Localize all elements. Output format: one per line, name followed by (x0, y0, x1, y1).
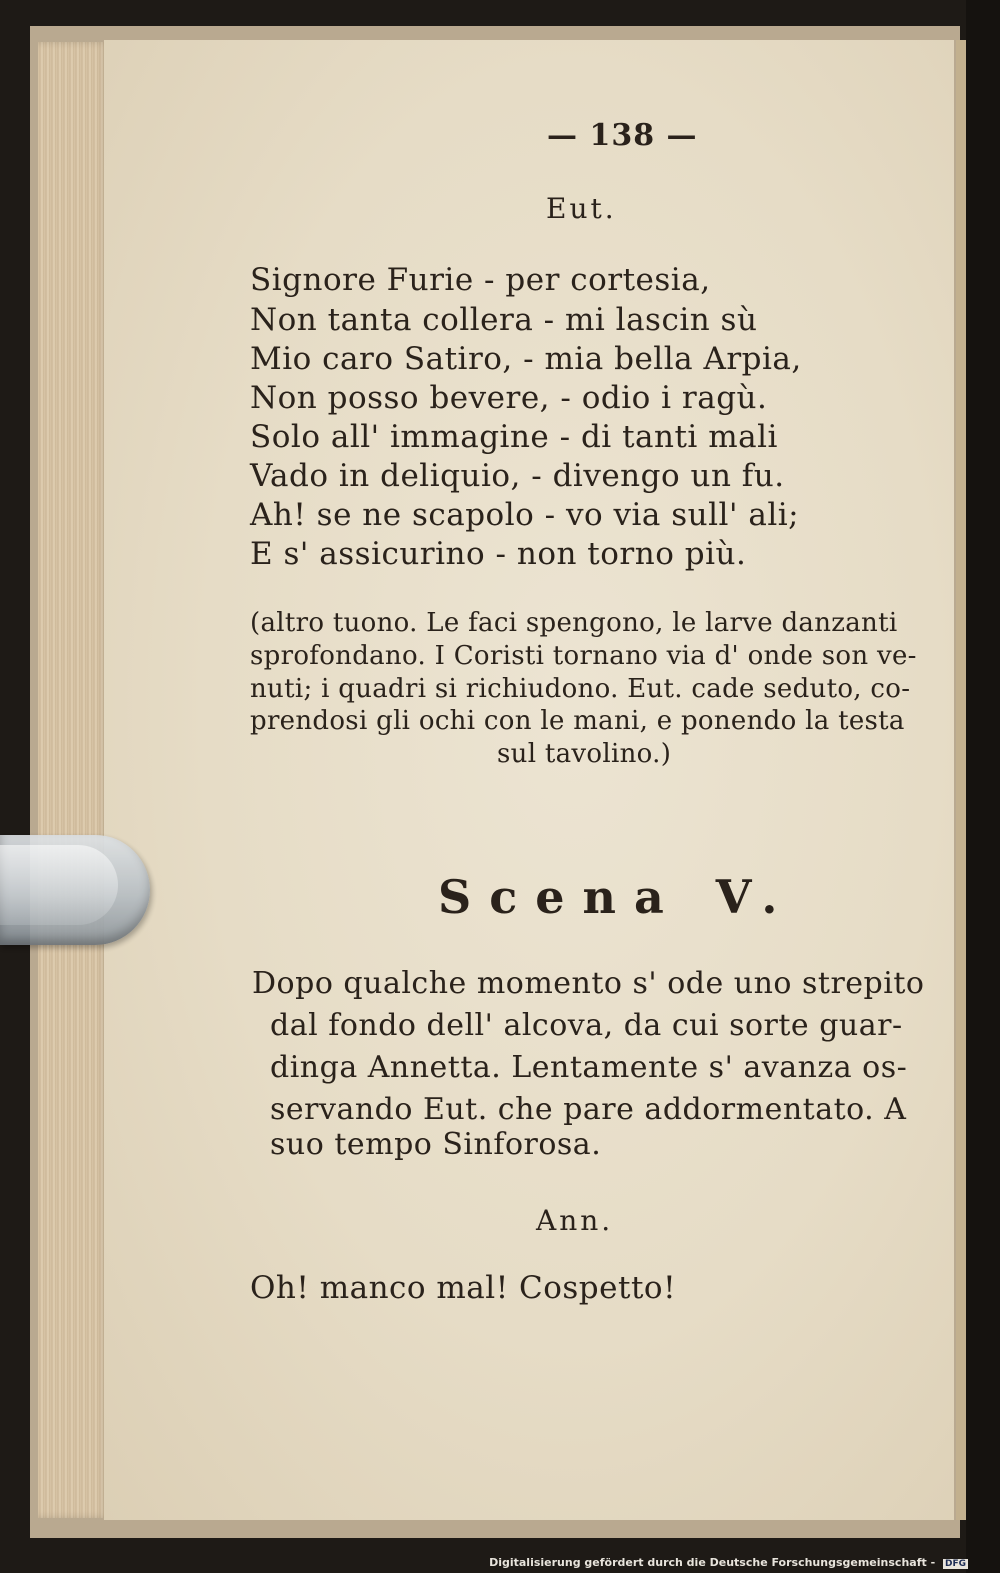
verse-line: Non posso bevere, - odio i ragù. (250, 380, 768, 416)
verse-line: E s' assicurino - non torno più. (250, 536, 747, 572)
scene-description-line: dal fondo dell' alcova, da cui sorte guar- (270, 1008, 903, 1043)
page-number: — 138 — (547, 118, 698, 153)
final-line: Oh! manco mal! Cospetto! (250, 1270, 677, 1306)
stage-direction-line: prendosi gli ochi con le mani, e ponendo la testa (250, 706, 905, 736)
page-edge-right (956, 40, 966, 1520)
speaker-eut: Eut. (546, 192, 617, 225)
stage-direction-line: sprofondano. I Coristi tornano via d' onde son ve- (250, 641, 917, 671)
dfg-logo: DFG (944, 1559, 966, 1569)
page-stack (38, 42, 110, 1518)
verse-line: Ah! se ne scapolo - vo via sull' ali; (250, 497, 800, 533)
stage-direction-line: nuti; i quadri si richiudono. Eut. cade seduto, co- (250, 674, 911, 704)
verse-line: Vado in deliquio, - divengo un fu. (250, 458, 785, 494)
scene-description-line: Dopo qualche momento s' ode uno strepito (252, 966, 925, 1001)
scene-description-line: servando Eut. che pare addormentato. A (270, 1092, 907, 1127)
speaker-ann: Ann. (536, 1204, 614, 1237)
digitization-credit (489, 1556, 968, 1569)
scene-title: Scena V. (438, 870, 796, 924)
verse-line: Signore Furie - per cortesia, (250, 262, 711, 298)
stage-direction-line: sul tavolino.) (497, 739, 672, 769)
page-clip-highlight (0, 845, 118, 925)
footer-text: Digitalisierung gefördert durch die Deutsche Forschungsgemeinschaft - (489, 1556, 936, 1569)
scene-description-line: dinga Annetta. Lentamente s' avanza os- (270, 1050, 908, 1085)
scene-description-line: suo tempo Sinforosa. (270, 1127, 602, 1162)
verse-line: Solo all' immagine - di tanti mali (250, 419, 778, 455)
stage-direction-line: (altro tuono. Le faci spengono, le larve danzanti (250, 608, 898, 638)
verse-line: Mio caro Satiro, - mia bella Arpia, (250, 341, 802, 377)
verse-line: Non tanta collera - mi lascin sù (250, 302, 758, 338)
background-dark (966, 0, 1000, 1573)
